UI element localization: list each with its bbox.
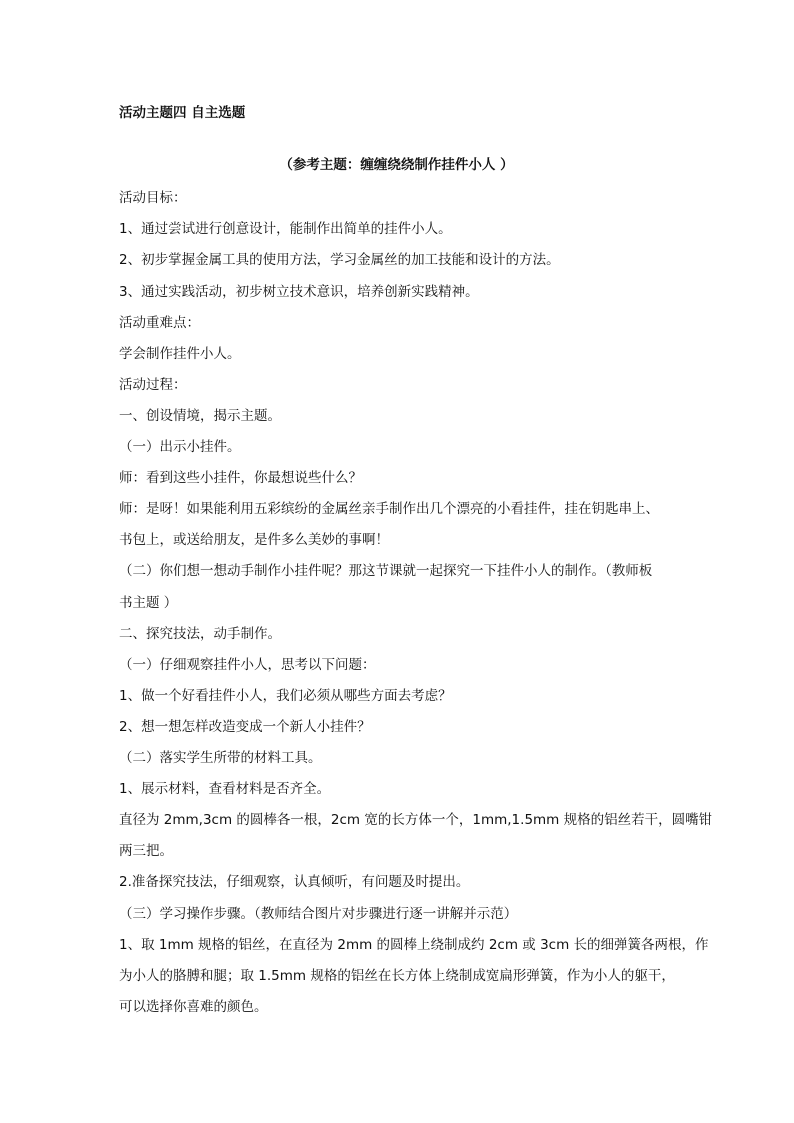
paragraph-line: 2、初步掌握金属工具的使用方法，学习金属丝的加工技能和设计的方法。 <box>119 252 560 268</box>
document-title: 活动主题四 自主选题 <box>119 105 246 121</box>
paragraph-line: 二、探究技法，动手制作。 <box>119 626 281 642</box>
paragraph-line: （三）学习操作步骤。（教师结合图片对步骤进行逐一讲解并示范） <box>119 906 518 922</box>
section-heading-key-points: 活动重难点： <box>119 315 200 331</box>
paragraph-line: 3、通过实践活动，初步树立技术意识，培养创新实践精神。 <box>119 284 479 300</box>
paragraph-line: 2、想一想怎样改造变成一个新人小挂件？ <box>119 719 371 735</box>
document-subtitle: （参考主题：缠缠绕绕制作挂件小人 ） <box>279 157 514 173</box>
paragraph-line: 两三把。 <box>119 843 173 859</box>
paragraph-line: 可以选择你喜难的颜色。 <box>119 999 268 1015</box>
paragraph-line: 2.准备探究技法，仔细观察，认真倾听，有问题及时提出。 <box>119 874 470 890</box>
paragraph-line: 师：看到这些小挂件，你最想说些什么？ <box>119 470 362 486</box>
paragraph-line: 1、展示材料，查看材料是否齐全。 <box>119 781 331 797</box>
paragraph-line: 师：是呀！如果能利用五彩缤纷的金属丝亲手制作出几个漂亮的小看挂件，挂在钥匙串上、 <box>119 501 659 517</box>
paragraph-line: 1、通过尝试进行创意设计，能制作出简单的挂件小人。 <box>119 221 452 237</box>
paragraph-line: 一、创设情境，揭示主题。 <box>119 408 281 424</box>
section-heading-process: 活动过程： <box>119 377 187 393</box>
paragraph-line: （一）出示小挂件。 <box>119 439 241 455</box>
paragraph-line: （二）你们想一想动手制作小挂件呢？那这节课就一起探究一下挂件小人的制作。（教师板 <box>119 563 653 579</box>
paragraph-line: 为小人的胳膊和腿；取 1.5mm 规格的铝丝在长方体上绕制成宽扁形弹簧，作为小人的躯干， <box>119 968 675 984</box>
paragraph-line: 直径为 2mm,3cm 的圆棒各一根，2cm 宽的长方体一个，1mm,1.5mm 规格的铝丝若干，圆嘴钳 <box>119 812 713 828</box>
paragraph-line: 1、做一个好看挂件小人，我们必须从哪些方面去考虑？ <box>119 688 452 704</box>
paragraph-line: 1、取 1mm 规格的铝丝，在直径为 2mm 的圆棒上绕制成约 2cm 或 3cm 长的细弹簧各两根，作 <box>119 937 709 953</box>
section-heading-goals: 活动目标： <box>119 190 187 206</box>
paragraph-line: 学会制作挂件小人。 <box>119 346 241 362</box>
paragraph-line: 书主题 ） <box>119 595 178 611</box>
paragraph-line: （一）仔细观察挂件小人，思考以下问题： <box>119 657 376 673</box>
paragraph-line: 书包上，或送给朋友，是件多么美妙的事啊！ <box>119 532 389 548</box>
paragraph-line: （二）落实学生所带的材料工具。 <box>119 750 322 766</box>
